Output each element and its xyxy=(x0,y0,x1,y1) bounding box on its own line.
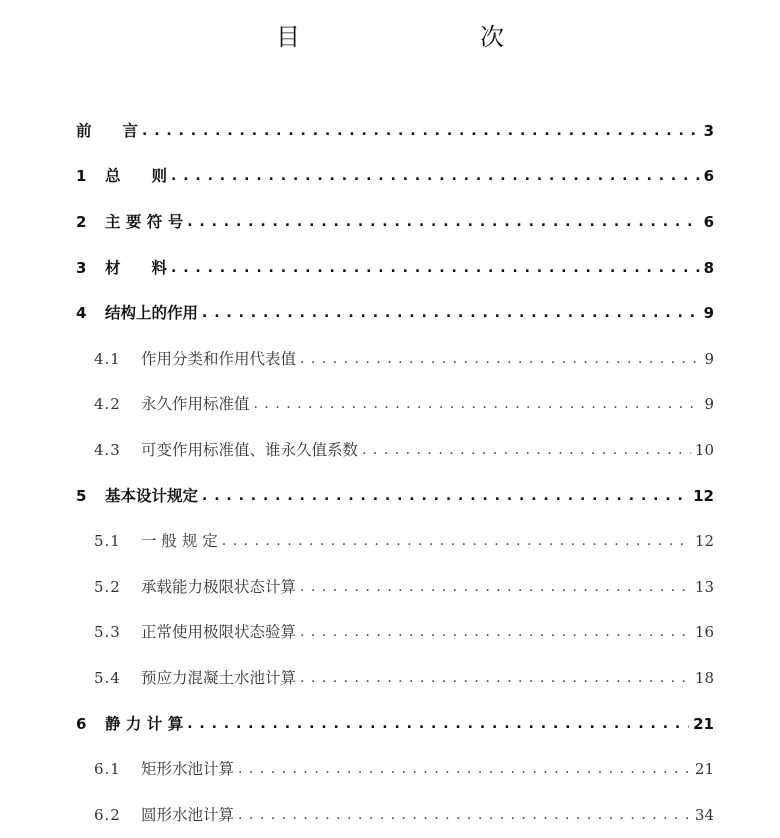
section-number: 6.1 xyxy=(94,760,121,779)
toc-entry-row xyxy=(94,803,714,825)
page-number: 9 xyxy=(704,395,714,414)
section-title: 基本设计规定 xyxy=(105,486,199,505)
toc-entry-row xyxy=(76,484,714,506)
section-title: 前 言 xyxy=(76,121,139,140)
page-number: 8 xyxy=(703,258,714,277)
page-number: 21 xyxy=(694,760,714,779)
section-number: 4.1 xyxy=(94,349,121,368)
toc-entry-5-3[interactable] xyxy=(0,609,780,655)
toc-entry-5-design-rules[interactable] xyxy=(0,472,780,518)
page-number: 13 xyxy=(694,577,714,596)
page-number: 34 xyxy=(694,805,714,824)
section-number: 6 xyxy=(76,714,87,733)
toc-entry-row xyxy=(76,712,714,734)
dot-leader xyxy=(362,439,691,455)
section-title: 静 力 计 算 xyxy=(105,714,184,733)
dot-leader xyxy=(187,211,699,227)
section-title: 一 般 规 定 xyxy=(141,532,218,551)
section-number: 1 xyxy=(76,167,87,186)
section-number: 5 xyxy=(76,486,87,505)
toc-entry-6-static-calc[interactable] xyxy=(0,700,780,746)
table-of-contents xyxy=(0,107,780,837)
section-number: 4.2 xyxy=(94,395,121,414)
toc-entry-3-materials[interactable] xyxy=(0,244,780,290)
page-number: 3 xyxy=(703,121,714,140)
toc-entry-row xyxy=(76,301,714,323)
dot-leader xyxy=(238,804,691,820)
page-title: 目 次 xyxy=(276,23,548,51)
toc-entry-row xyxy=(76,119,714,141)
section-number: 5.2 xyxy=(94,577,121,596)
toc-entry-6-2[interactable] xyxy=(0,791,780,837)
toc-entry-5-1[interactable] xyxy=(0,517,780,563)
toc-entry-row xyxy=(76,210,714,232)
section-number: 5.1 xyxy=(94,532,121,551)
dot-leader xyxy=(300,348,700,364)
toc-entry-row xyxy=(94,666,714,688)
page-number: 10 xyxy=(694,440,714,459)
toc-entry-4-2[interactable] xyxy=(0,381,780,427)
section-title: 承载能力极限状态计算 xyxy=(141,577,297,596)
dot-leader xyxy=(171,165,700,181)
dot-leader xyxy=(300,576,691,592)
toc-entry-4-actions[interactable] xyxy=(0,289,780,335)
section-title: 正常使用极限状态验算 xyxy=(141,623,297,642)
toc-entry-row xyxy=(94,575,714,597)
dot-leader xyxy=(300,667,691,683)
toc-entry-5-4[interactable] xyxy=(0,654,780,700)
dot-leader xyxy=(222,530,691,546)
dot-leader xyxy=(187,713,689,729)
page-number: 12 xyxy=(694,532,714,551)
toc-entry-4-1[interactable] xyxy=(0,335,780,381)
section-title: 结构上的作用 xyxy=(105,304,199,323)
section-title: 矩形水池计算 xyxy=(141,760,235,779)
page-number: 16 xyxy=(694,623,714,642)
toc-entry-row xyxy=(94,620,714,642)
toc-entry-row xyxy=(94,438,714,460)
toc-entry-6-1[interactable] xyxy=(0,745,780,791)
dot-leader xyxy=(142,120,700,136)
toc-entry-row xyxy=(94,757,714,779)
toc-entry-row xyxy=(76,256,714,278)
toc-entry-row xyxy=(94,347,714,369)
section-number: 5.4 xyxy=(94,668,121,687)
page-number: 6 xyxy=(703,167,714,186)
page-number: 12 xyxy=(693,486,714,505)
toc-entry-5-2[interactable] xyxy=(0,563,780,609)
section-number: 4.3 xyxy=(94,440,121,459)
section-number: 2 xyxy=(76,212,87,231)
section-title: 总 则 xyxy=(105,167,168,186)
toc-entry-2-symbols[interactable] xyxy=(0,198,780,244)
page-number: 18 xyxy=(694,668,714,687)
dot-leader xyxy=(300,621,691,637)
dot-leader xyxy=(202,485,689,501)
toc-entry-preface[interactable] xyxy=(0,107,780,153)
toc-entry-row xyxy=(94,392,714,414)
toc-entry-1-general[interactable] xyxy=(0,153,780,199)
section-title: 作用分类和作用代表值 xyxy=(141,349,297,368)
toc-entry-row xyxy=(94,529,714,551)
toc-entry-row xyxy=(76,164,714,186)
section-title: 圆形水池计算 xyxy=(141,805,235,824)
dot-leader xyxy=(202,302,700,318)
dot-leader xyxy=(238,758,691,774)
section-number: 5.3 xyxy=(94,623,121,642)
page-number: 9 xyxy=(704,349,714,368)
section-title: 主 要 符 号 xyxy=(105,212,184,231)
page-number: 6 xyxy=(703,212,714,231)
section-number: 3 xyxy=(76,258,87,277)
section-title: 预应力混凝土水池计算 xyxy=(141,668,297,687)
section-number: 6.2 xyxy=(94,805,121,824)
toc-entry-4-3[interactable] xyxy=(0,426,780,472)
page-number: 9 xyxy=(703,304,714,323)
dot-leader xyxy=(254,393,701,409)
section-title: 材 料 xyxy=(105,258,168,277)
page-number: 21 xyxy=(693,714,714,733)
section-title: 永久作用标准值 xyxy=(141,395,250,414)
dot-leader xyxy=(171,257,700,273)
section-number: 4 xyxy=(76,304,87,323)
section-title: 可变作用标准值、谁永久值系数 xyxy=(141,440,359,459)
